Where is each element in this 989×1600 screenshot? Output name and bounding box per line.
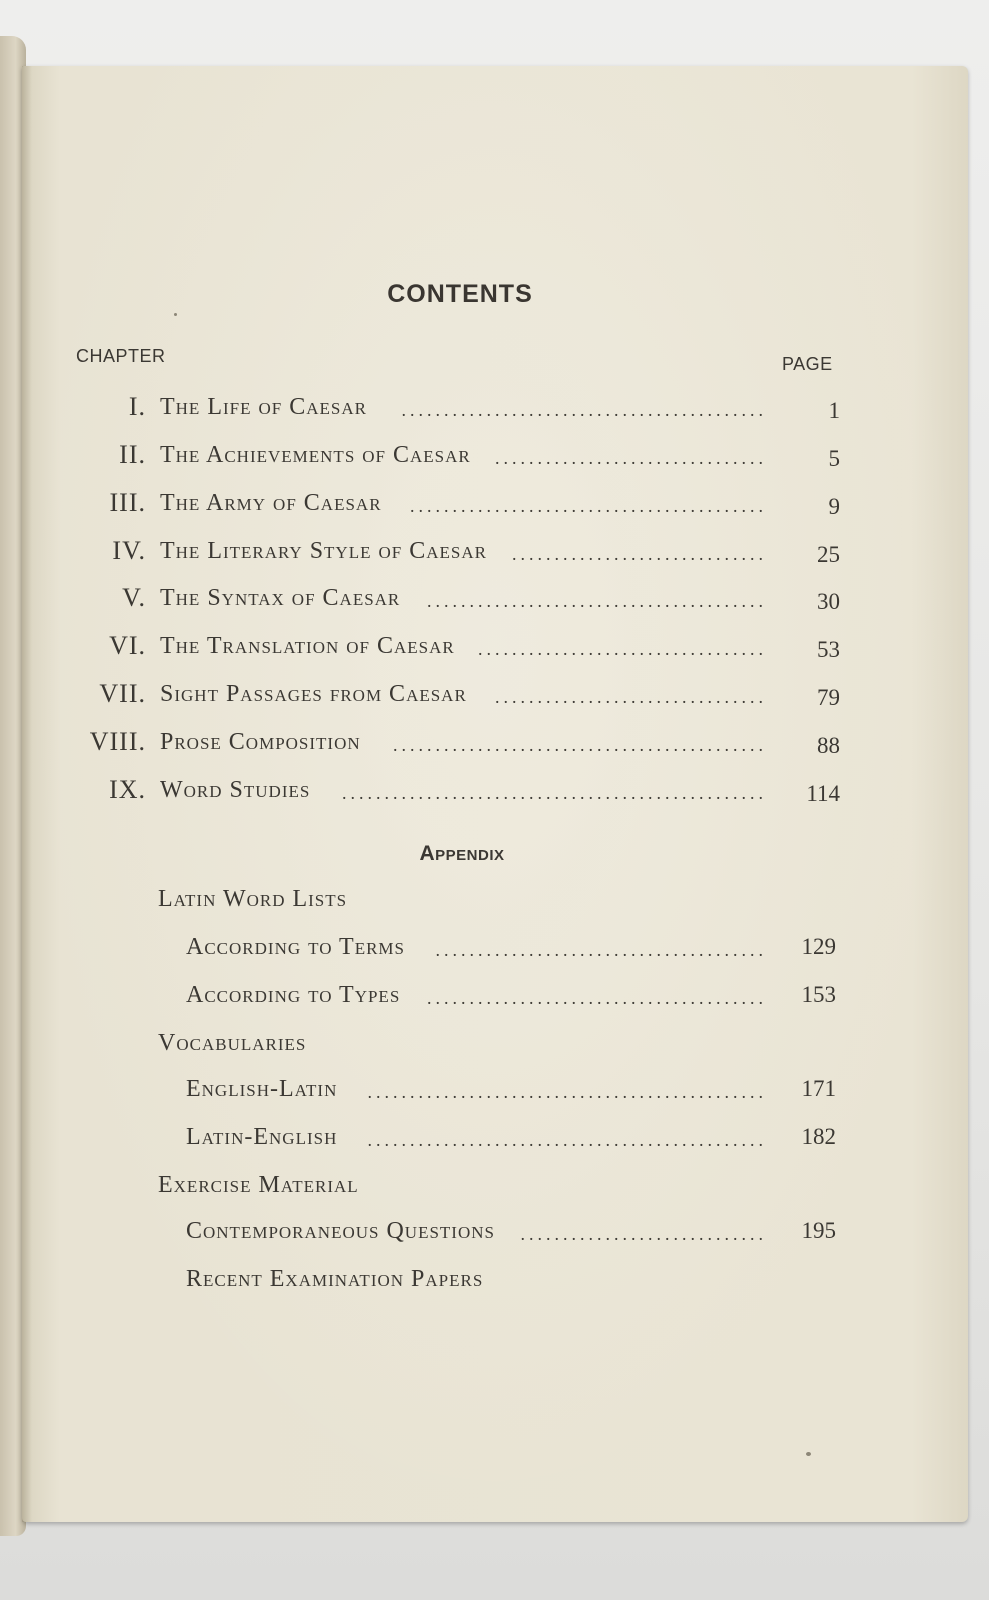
chapter-page-number: 88 — [817, 733, 840, 758]
appendix-item-row — [0, 982, 989, 1022]
toc-chapter-row — [0, 583, 989, 623]
appendix-item-title: English-Latin — [186, 1076, 338, 1102]
chapter-page-number: 5 — [828, 446, 840, 471]
leader-dots: ............................................... — [367, 1130, 767, 1150]
appendix-page-number: 129 — [801, 934, 836, 959]
appendix-item-title: According to Types — [186, 982, 401, 1008]
leader-dots: ........................................ — [427, 591, 767, 611]
leader-dots: ........................................... — [401, 400, 767, 420]
chapter-number: I. — [128, 392, 146, 421]
chapter-page-number: 30 — [817, 589, 840, 614]
leader-dots: ................................ — [495, 448, 767, 468]
chapter-page-number: 25 — [817, 542, 840, 567]
appendix-heading: Appendix — [419, 842, 505, 865]
toc-chapter-row — [0, 631, 989, 671]
chapter-number: III. — [109, 488, 146, 517]
appendix-section-title: Exercise Material — [158, 1172, 359, 1198]
appendix-item-title: Recent Examination Papers — [186, 1266, 484, 1292]
page-title: CONTENTS — [387, 280, 533, 308]
appendix-item-title: Latin-English — [186, 1124, 338, 1150]
leader-dots: ........................................ — [427, 988, 767, 1008]
page-column-header: PAGE — [782, 354, 833, 374]
appendix-item-row — [0, 934, 989, 974]
chapter-title: Prose Composition — [160, 729, 361, 755]
appendix-page-number: 195 — [801, 1218, 836, 1243]
leader-dots: .................................. — [478, 639, 767, 659]
chapter-title: Sight Passages from Caesar — [160, 681, 467, 707]
appendix-item-row — [0, 1266, 989, 1306]
chapter-number: IV. — [112, 536, 146, 565]
chapter-title: The Achievements of Caesar — [160, 442, 471, 468]
leader-dots: .............................. — [512, 544, 767, 564]
chapter-column-header: CHAPTER — [76, 346, 166, 366]
leader-dots: .......................................... — [410, 496, 767, 516]
chapter-title: Word Studies — [160, 777, 311, 803]
chapter-page-number: 1 — [828, 398, 840, 423]
chapter-number: V. — [122, 583, 146, 612]
leader-dots: ....................................... — [435, 940, 767, 960]
chapter-page-number: 9 — [828, 494, 840, 519]
chapter-title: The Syntax of Caesar — [160, 585, 401, 611]
chapter-number: VI. — [109, 631, 146, 660]
chapter-number: IX. — [109, 775, 146, 804]
chapter-page-number: 114 — [806, 781, 840, 806]
appendix-item-row — [0, 1218, 989, 1258]
appendix-item-title: Contemporaneous Questions — [186, 1218, 495, 1244]
leader-dots: .................................................. — [342, 783, 767, 803]
appendix-item-row — [0, 1076, 989, 1116]
toc-chapter-row — [0, 440, 989, 480]
leader-dots: ................................ — [495, 687, 767, 707]
appendix-item-title: According to Terms — [186, 934, 405, 960]
chapter-title: The Literary Style of Caesar — [160, 538, 487, 564]
appendix-section-title: Latin Word Lists — [158, 886, 348, 912]
chapter-number: VII. — [99, 679, 146, 708]
chapter-page-number: 79 — [817, 685, 840, 710]
toc-chapter-row — [0, 679, 989, 719]
chapter-page-number: 53 — [817, 637, 840, 662]
appendix-section-title: Vocabularies — [158, 1030, 307, 1056]
toc-chapter-row — [0, 775, 989, 815]
toc-chapter-row — [0, 392, 989, 432]
toc-chapter-row — [0, 727, 989, 767]
chapter-number: VIII. — [89, 727, 146, 756]
appendix-item-row — [0, 1124, 989, 1164]
paper-speck — [806, 1452, 811, 1456]
paper-speck — [174, 313, 177, 316]
appendix-page-number: 182 — [801, 1124, 836, 1149]
leader-dots: ............................................... — [367, 1082, 767, 1102]
chapter-title: The Army of Caesar — [160, 490, 382, 516]
toc-chapter-row — [0, 536, 989, 576]
chapter-number: II. — [119, 440, 146, 469]
leader-dots: ............................................ — [393, 735, 767, 755]
appendix-page-number: 153 — [801, 982, 836, 1007]
chapter-title: The Life of Caesar — [160, 394, 367, 420]
leader-dots: ............................. — [520, 1224, 767, 1244]
chapter-title: The Translation of Caesar — [160, 633, 455, 659]
appendix-page-number: 171 — [801, 1076, 836, 1101]
toc-chapter-row — [0, 488, 989, 528]
